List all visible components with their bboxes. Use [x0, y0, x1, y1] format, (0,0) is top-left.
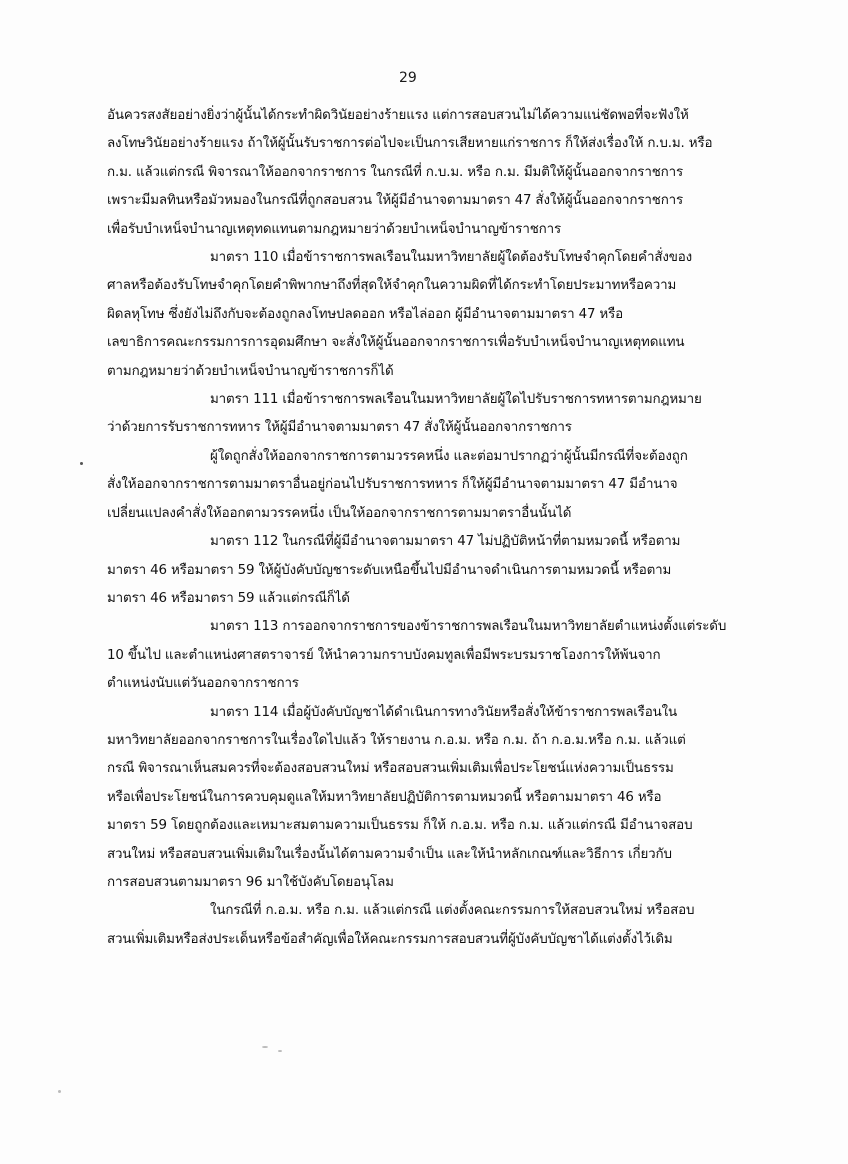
- page-number: 29: [399, 70, 417, 86]
- text-line: มาตรา 111 เมื่อข้าราชการพลเรือนในมหาวิทยาลัยผู้ใดไปรับราชการทหารตามกฎหมาย: [210, 392, 702, 408]
- text-line: มาตรา 112 ในกรณีที่ผู้มีอำนาจตามมาตรา 47 ไม่ปฏิบัติหน้าที่ตามหมวดนี้ หรือตาม: [210, 534, 681, 550]
- text-line: มาตรา 46 หรือมาตรา 59 ให้ผู้บังคับบัญชาระดับเหนือขึ้นไปมีอำนาจดำเนินการตามหมวดนี้ หรือตาม: [107, 562, 672, 578]
- text-line: สั่งให้ออกจากราชการตามมาตราอื่นอยู่ก่อนไปรับราชการทหาร ก็ให้ผู้มีอำนาจตามมาตรา 47 มีอำนาจ: [107, 477, 678, 493]
- text-line: มาตรา 114 เมื่อผู้บังคับบัญชาได้ดำเนินการทางวินัยหรือสั่งให้ข้าราชการพลเรือนใน: [210, 704, 678, 720]
- text-line: เพราะมีมลทินหรือมัวหมองในกรณีที่ถูกสอบสวน ให้ผู้มีอำนาจตามมาตรา 47 สั่งให้ผู้นั้นออกจากราชการ: [107, 193, 684, 209]
- text-line: ผู้ใดถูกสั่งให้ออกจากราชการตามวรรคหนึ่ง และต่อมาปรากฏว่าผู้นั้นมีกรณีที่จะต้องถูก: [210, 448, 688, 464]
- paragraph: [107, 528, 755, 613]
- text-line: ก.ม. แล้วแต่กรณี พิจารณาให้ออกจากราชการ ในกรณีที่ ก.บ.ม. หรือ ก.ม. มีมติให้ผู้นั้นออกจากราชการ: [107, 164, 684, 180]
- paragraph: [107, 386, 755, 443]
- text-line: ผิดลหุโทษ ซึ่งยังไม่ถึงกับจะต้องถูกลงโทษปลดออก หรือไล่ออก ผู้มีอำนาจตามมาตรา 47 หรือ: [107, 306, 624, 322]
- scan-speck: [262, 1046, 268, 1048]
- text-line: ตำแหน่งนับแต่วันออกจากราชการ: [107, 676, 299, 692]
- scan-speck: [278, 1050, 282, 1052]
- scan-speck: [80, 462, 83, 465]
- text-line: มาตรา 59 โดยถูกต้องและเหมาะสมตามความเป็นธรรม ก็ให้ ก.อ.ม. หรือ ก.ม. แล้วแต่กรณี มีอำนาจสอบ: [107, 818, 693, 834]
- text-line: ว่าด้วยการรับราชการทหาร ให้ผู้มีอำนาจตามมาตรา 47 สั่งให้ผู้นั้นออกจากราชการ: [107, 420, 572, 436]
- paragraph: [107, 443, 755, 528]
- text-line: เลขาธิการคณะกรรมการการอุดมศึกษา จะสั่งให้ผู้นั้นออกจากราชการเพื่อรับบำเหน็จบำนาญเหตุทดแทน: [107, 335, 685, 351]
- text-line: อันควรสงสัยอย่างยิ่งว่าผู้นั้นได้กระทำผิดวินัยอย่างร้ายแรง แต่การสอบสวนไม่ได้ความแน่ชัดพอที่จะฟังให้: [107, 108, 689, 123]
- text-line: มาตรา 113 การออกจากราชการของข้าราชการพลเรือนในมหาวิทยาลัยตำแหน่งตั้งแต่ระดับ: [210, 619, 727, 635]
- text-line: ในกรณีที่ ก.อ.ม. หรือ ก.ม. แล้วแต่กรณี แต่งตั้งคณะกรรมการให้สอบสวนใหม่ หรือสอบ: [210, 903, 695, 919]
- text-line: การสอบสวนตามมาตรา 96 มาใช้บังคับโดยอนุโลม: [107, 874, 394, 890]
- scan-speck: [58, 1090, 61, 1093]
- paragraph: [107, 897, 755, 954]
- text-line: มาตรา 110 เมื่อข้าราชการพลเรือนในมหาวิทยาลัยผู้ใดต้องรับโทษจำคุกโดยคำสั่งของ: [210, 250, 693, 266]
- text-line: สวนเพิ่มเติมหรือส่งประเด็นหรือข้อสำคัญเพื่อให้คณะกรรมการสอบสวนที่ผู้บังคับบัญชาได้แต่งตั้งไว้เดิม: [107, 931, 673, 947]
- text-line: มหาวิทยาลัยออกจากราชการในเรื่องใดไปแล้ว ให้รายงาน ก.อ.ม. หรือ ก.ม. ถ้า ก.อ.ม.หรือ ก.ม. แล้วแต่: [107, 732, 686, 748]
- text-line: สวนใหม่ หรือสอบสวนเพิ่มเติมในเรื่องนั้นได้ตามความจำเป็น และให้นำหลักเกณฑ์และวิธีการ เกี่ยวกับ: [107, 846, 672, 862]
- text-line: ตามกฎหมายว่าด้วยบำเหน็จบำนาญข้าราชการก็ได้: [107, 363, 394, 379]
- paragraph: [107, 699, 755, 898]
- paragraph: [107, 102, 755, 244]
- text-line: เปลี่ยนแปลงคำสั่งให้ออกตามวรรคหนึ่ง เป็นให้ออกจากราชการตามมาตราอื่นนั้นได้: [107, 505, 572, 521]
- text-line: ศาลหรือต้องรับโทษจำคุกโดยคำพิพากษาถึงที่สุดให้จำคุกในความผิดที่ได้กระทำโดยประมาทหรือความ: [107, 278, 677, 294]
- text-line: กรณี พิจารณาเห็นสมควรที่จะต้องสอบสวนใหม่ หรือสอบสวนเพิ่มเติมเพื่อประโยชน์แห่งความเป็นธรรม: [107, 761, 674, 777]
- text-line: 10 ขึ้นไป และตำแหน่งศาสตราจารย์ ให้นำความกราบบังคมทูลเพื่อมีพระบรมราชโองการให้พ้นจาก: [107, 647, 661, 663]
- document-body: [107, 102, 755, 954]
- text-line: หรือเพื่อประโยชน์ในการควบคุมดูแลให้มหาวิทยาลัยปฏิบัติการตามหมวดนี้ หรือตามมาตรา 46 หรือ: [107, 789, 662, 805]
- text-line: มาตรา 46 หรือมาตรา 59 แล้วแต่กรณีก็ได้: [107, 590, 350, 606]
- paragraph: [107, 244, 755, 386]
- paragraph: [107, 613, 755, 698]
- text-line: ลงโทษวินัยอย่างร้ายแรง ถ้าให้ผู้นั้นรับราชการต่อไปจะเป็นการเสียหายแก่ราชการ ก็ให้ส่งเรื่องให้ ก.บ.ม. หรือ: [107, 136, 713, 152]
- text-line: เพื่อรับบำเหน็จบำนาญเหตุทดแทนตามกฎหมายว่าด้วยบำเหน็จบำนาญข้าราชการ: [107, 221, 562, 237]
